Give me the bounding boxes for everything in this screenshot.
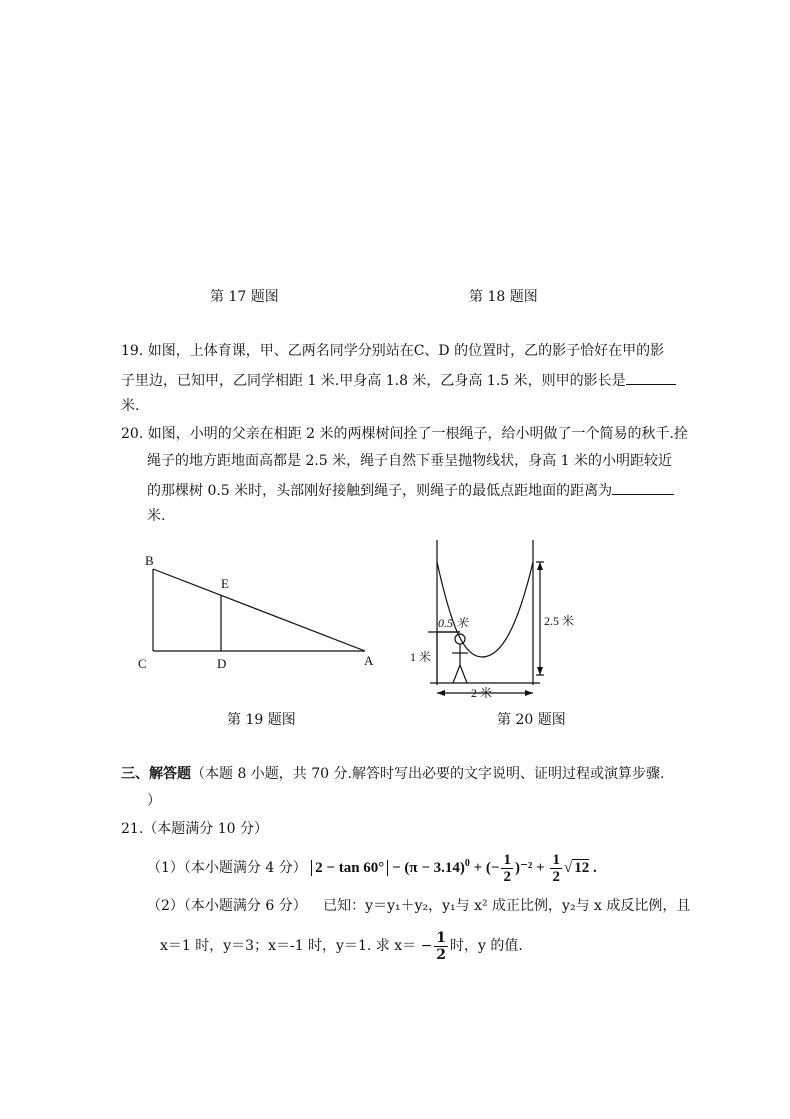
q21-part1-expression xyxy=(311,852,597,886)
fig20-label-2m: 2 米 xyxy=(471,686,493,700)
frac1-num: 1 xyxy=(503,852,511,869)
q19-line2-text: 子里边，已知甲，乙同学相距 1 米.甲身高 1.8 米，乙身高 1.5 米，则甲的影长是 xyxy=(121,373,626,389)
fig19-label-B: B xyxy=(145,553,154,568)
fig20-person-left-leg xyxy=(453,665,460,683)
figure-20 xyxy=(410,535,590,705)
fig20-label-0-5m: 0.5 米 xyxy=(438,616,469,630)
sqrt-symbol: √ xyxy=(563,860,573,876)
caption-fig19: 第 19 题图 xyxy=(227,712,296,728)
section3-title: 三、解答题 xyxy=(121,766,191,782)
q19-line1: 19. 如图，上体育课，甲、乙两名同学分别站在C、D 的位置时，乙的影子恰好在甲的影 xyxy=(121,343,665,359)
q21-part2-line1 xyxy=(147,897,690,915)
fig20-rope-parabola xyxy=(437,562,533,657)
q21-part2-text2b: 时，y 的值. xyxy=(450,938,523,954)
frac3-num: 1 xyxy=(436,929,447,946)
fig20-person-right-leg xyxy=(460,665,467,683)
fig20-arrow-up xyxy=(537,562,543,570)
q21-header: 21.（本题满分 10 分） xyxy=(121,821,268,837)
q21-part2-text2a: x＝1 时，y＝3；x＝-1 时，y＝1. 求 x＝ − xyxy=(160,938,433,954)
q21-part2-label: （2）（本小题满分 6 分） xyxy=(147,898,307,914)
pi-term: − (π − 3.14) xyxy=(392,860,465,876)
fig19-label-C: C xyxy=(138,656,147,671)
plus-paren: + (− xyxy=(473,860,500,876)
caption-fig18: 第 18 题图 xyxy=(469,289,538,305)
figure-19 xyxy=(130,548,390,688)
q20-line3-text: 的那棵树 0.5 米时，头部刚好接触到绳子，则绳子的最低点距地面的距离为 xyxy=(147,483,613,499)
exp-neg2: )⁻² xyxy=(514,860,533,876)
q20-line4: 米. xyxy=(147,508,166,524)
fig19-label-D: D xyxy=(217,656,227,671)
fig19-label-A: A xyxy=(364,653,374,668)
section3-heading xyxy=(121,765,664,783)
q19-line2 xyxy=(121,370,676,390)
fig20-label-2-5m: 2.5 米 xyxy=(544,614,575,628)
q19-line3: 米. xyxy=(121,398,140,414)
q21-part2-text1: 已知：y＝y₁＋y₂，y₁与 x² 成正比例，y₂与 x 成反比例，且 xyxy=(323,898,691,914)
fig20-arrow-left xyxy=(437,690,445,696)
exp-zero: 0 xyxy=(464,858,470,869)
q19-answer-blank xyxy=(626,370,676,385)
section3-note: （本题 8 小题，共 70 分.解答时写出必要的文字说明、证明过程或演算步骤. xyxy=(191,766,665,782)
fig20-arrow-down xyxy=(537,667,543,675)
frac2-num: 1 xyxy=(552,852,560,869)
q20-line2: 绳子的地方距地面高都是 2.5 米，绳子自然下垂呈抛物线状，身高 1 米的小明距较近 xyxy=(147,453,672,469)
abs-value-term: 2 − tan 60° xyxy=(311,860,388,876)
fraction-half-2 xyxy=(550,852,562,885)
expr-period: . xyxy=(592,860,597,876)
fraction-half-1 xyxy=(501,852,513,885)
fig19-label-E: E xyxy=(221,576,229,591)
sqrt-arg: 12 xyxy=(574,860,590,876)
caption-fig17: 第 17 题图 xyxy=(210,289,279,305)
q21-part1 xyxy=(147,850,597,886)
q20-line1: 20. 如图，小明的父亲在相距 2 米的两棵树间拴了一根绳子，给小明做了一个简易的秋千.拴 xyxy=(121,426,688,442)
fig20-arrow-right xyxy=(525,690,533,696)
caption-fig20: 第 20 题图 xyxy=(497,712,566,728)
section3-close: ） xyxy=(147,793,161,809)
fig20-label-1m: 1 米 xyxy=(410,650,432,664)
q20-line3 xyxy=(147,480,674,500)
fraction-half-3 xyxy=(434,930,448,963)
frac1-den: 2 xyxy=(503,869,511,886)
plus-sign: + xyxy=(536,860,545,876)
q20-answer-blank xyxy=(612,480,674,495)
fig19-segment-BA xyxy=(153,569,365,651)
frac3-den: 2 xyxy=(436,946,447,963)
q21-part2-line2 xyxy=(160,928,523,964)
q21-part1-label: （1）（本小题满分 4 分） xyxy=(147,860,307,876)
frac2-den: 2 xyxy=(552,869,560,886)
